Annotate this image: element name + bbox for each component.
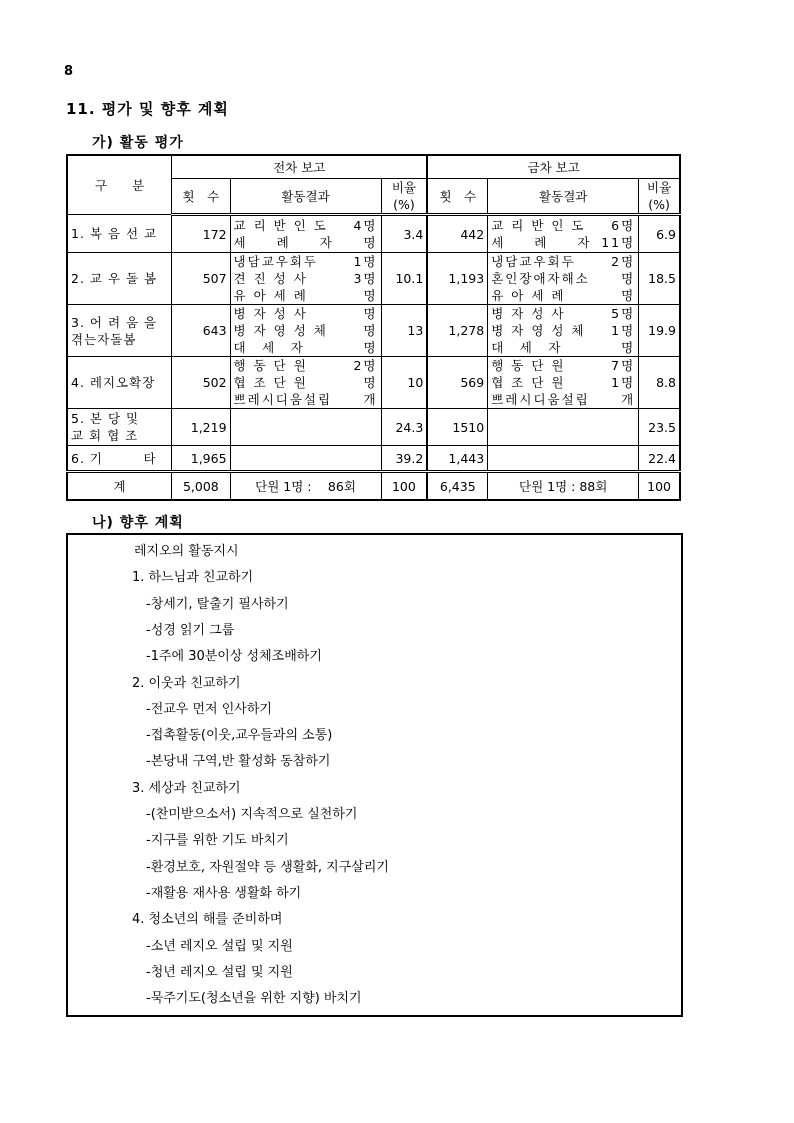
result-label: 행 동 단 원 [233, 358, 308, 373]
result-line [491, 374, 635, 391]
result-label: 세 례 자 [491, 235, 592, 250]
row-curr-count: 1510 [427, 409, 487, 446]
result-count: 명 [363, 288, 378, 303]
plan-category: 4. 청소년의 해를 준비하며 [132, 912, 283, 928]
header-curr-ratio: 비율 (%) [639, 179, 680, 215]
table-row [67, 305, 680, 357]
result-label: 유 아 세 례 [491, 288, 566, 303]
page-number: 8 [64, 64, 74, 79]
row-category-line: 겪는자돌봄 [71, 331, 137, 347]
result-label: 협 조 단 원 [233, 375, 308, 390]
row-category-line: 1. 복 음 선 교 [71, 226, 158, 241]
result-line [234, 217, 378, 234]
row-category [67, 409, 172, 446]
header-curr-result: 활동결과 [488, 179, 639, 215]
row-category [67, 357, 172, 409]
total-curr-result: 단원 1명 : 88회 [488, 472, 639, 501]
result-label: 교 리 반 인 도 [491, 218, 586, 233]
result-label: 병 자 영 성 체 [233, 323, 328, 338]
result-label: 대 세 자 [491, 340, 563, 355]
row-curr-results [488, 446, 639, 472]
row-category-line: 3. 어 려 움 을 [71, 314, 158, 330]
result-count: 명 [621, 340, 636, 355]
row-curr-ratio: 19.9 [639, 305, 680, 357]
result-label: 협 조 단 원 [491, 375, 566, 390]
table-row [67, 446, 680, 472]
future-plan-title: 나) 향후 계획 [92, 515, 184, 531]
result-line [234, 391, 378, 408]
row-category-line: 5. 본 당 및 [71, 411, 140, 426]
result-count: 2명 [611, 254, 636, 269]
result-line [491, 357, 635, 374]
row-curr-count: 442 [427, 215, 487, 253]
row-prev-results [230, 357, 381, 409]
row-prev-results [230, 253, 381, 305]
result-line [234, 253, 378, 270]
total-prev-result: 단원 1명 : 86회 [230, 472, 381, 501]
result-line [491, 305, 635, 322]
plan-category: 3. 세상과 친교하기 [132, 780, 241, 796]
plan-category: 2. 이웃과 친교하기 [132, 675, 241, 691]
header-prev-result: 활동결과 [230, 179, 381, 215]
result-label: 냉담교우회두 [233, 254, 318, 269]
result-line [491, 270, 635, 287]
header-prev-ratio: 비율 (%) [381, 179, 427, 215]
result-label: 냉담교우회두 [491, 254, 576, 269]
row-category-line: 교 회 협 조 [71, 428, 139, 443]
table-row [67, 215, 680, 253]
result-line [234, 339, 378, 356]
result-count: 7명 [611, 358, 636, 373]
result-label: 쁘레시디움설립 [233, 392, 333, 407]
result-line [491, 217, 635, 234]
row-category-line: 2. 교 우 돌 봄 [71, 271, 158, 286]
header-category: 구 분 [67, 155, 172, 215]
future-plan-box [66, 533, 683, 1017]
row-category-line: 4. 레지오확장 [71, 375, 156, 390]
result-count: 2명 [353, 358, 378, 373]
plan-item: -접촉활동(이웃,교우들과의 소통) [146, 728, 333, 744]
total-row [67, 472, 680, 501]
result-line [234, 234, 378, 251]
result-count: 1명 [353, 254, 378, 269]
section-title: 11. 평가 및 향후 계획 [66, 100, 229, 118]
result-count: 11명 [601, 235, 636, 250]
table-row [67, 253, 680, 305]
total-label: 계 [67, 472, 172, 501]
result-count: 명 [363, 375, 378, 390]
result-count: 명 [621, 271, 636, 286]
result-label: 혼인장애자해소 [491, 271, 590, 286]
row-category-line: 6. 기 타 [71, 450, 157, 466]
result-count: 명 [363, 306, 378, 321]
plan-item: -청년 레지오 설립 및 지원 [146, 964, 293, 980]
row-prev-ratio: 24.3 [381, 409, 427, 446]
result-count: 5명 [611, 306, 636, 321]
result-line [234, 305, 378, 322]
result-count: 명 [621, 288, 636, 303]
row-category [67, 215, 172, 253]
result-count: 명 [363, 235, 378, 250]
row-curr-results [488, 253, 639, 305]
plan-item: -소년 레지오 설립 및 지원 [146, 938, 293, 954]
result-line [491, 391, 635, 408]
table-row [67, 357, 680, 409]
activity-eval-title: 가) 활동 평가 [92, 135, 184, 151]
row-curr-count: 1,278 [427, 305, 487, 357]
row-category [67, 253, 172, 305]
row-prev-results [230, 305, 381, 357]
row-curr-ratio: 22.4 [639, 446, 680, 472]
row-prev-count: 1,965 [172, 446, 230, 472]
result-line [234, 374, 378, 391]
result-label: 쁘레시디움설립 [491, 392, 590, 407]
plan-item: -(찬미받으소서) 지속적으로 실천하기 [146, 807, 358, 822]
result-line [234, 270, 378, 287]
row-prev-results [230, 215, 381, 253]
result-count: 1명 [611, 323, 636, 338]
result-count: 명 [363, 323, 378, 338]
row-curr-count: 1,193 [427, 253, 487, 305]
result-label: 병 자 성 사 [491, 306, 566, 321]
result-count: 명 [363, 340, 378, 355]
total-prev-ratio: 100 [381, 472, 427, 501]
result-count: 1명 [611, 375, 636, 390]
plan-item: -창세기, 탈출기 필사하기 [146, 596, 289, 612]
plan-item: -지구를 위한 기도 바치기 [146, 833, 289, 849]
plan-item: -재활용 재사용 생활화 하기 [146, 885, 302, 901]
row-prev-count: 507 [172, 253, 230, 305]
result-line [491, 287, 635, 304]
result-label: 행 동 단 원 [491, 358, 566, 373]
header-prev-report: 전차 보고 [172, 155, 428, 179]
plan-heading: 레지오의 활동지시 [134, 544, 239, 559]
row-curr-results [488, 215, 639, 253]
row-prev-ratio: 10.1 [381, 253, 427, 305]
header-curr-count: 횟 수 [427, 179, 487, 215]
result-line [491, 253, 635, 270]
plan-item: -본당내 구역,반 활성화 동참하기 [146, 754, 331, 770]
result-label: 세 례 자 [233, 235, 334, 250]
result-line [234, 357, 378, 374]
result-label: 견 진 성 사 [233, 271, 308, 286]
row-curr-ratio: 23.5 [639, 409, 680, 446]
total-curr-count: 6,435 [427, 472, 487, 501]
row-prev-count: 1,219 [172, 409, 230, 446]
header-prev-count: 횟 수 [172, 179, 230, 215]
row-category [67, 305, 172, 357]
row-prev-results [230, 446, 381, 472]
result-count: 3명 [353, 271, 378, 286]
activity-eval-table [66, 154, 681, 501]
result-line [234, 322, 378, 339]
header-curr-report: 금차 보고 [427, 155, 680, 179]
result-label: 병 자 영 성 체 [491, 323, 586, 338]
result-line [491, 234, 635, 251]
result-label: 병 자 성 사 [233, 306, 308, 321]
result-line [491, 322, 635, 339]
row-curr-ratio: 6.9 [639, 215, 680, 253]
plan-item: -성경 읽기 그룹 [146, 622, 235, 638]
result-label: 교 리 반 인 도 [233, 218, 328, 233]
row-category [67, 446, 172, 472]
result-count: 개 [621, 392, 636, 407]
row-prev-count: 502 [172, 357, 230, 409]
plan-item: -환경보호, 자원절약 등 생활화, 지구살리기 [146, 859, 389, 875]
total-curr-ratio: 100 [639, 472, 680, 501]
result-label: 유 아 세 례 [233, 288, 308, 303]
result-count: 4명 [353, 218, 378, 233]
row-prev-ratio: 39.2 [381, 446, 427, 472]
table-row [67, 409, 680, 446]
plan-item: -묵주기도(청소년을 위한 지향) 바치기 [146, 991, 362, 1007]
row-curr-ratio: 8.8 [639, 357, 680, 409]
total-prev-count: 5,008 [172, 472, 230, 501]
row-curr-results [488, 357, 639, 409]
row-curr-ratio: 18.5 [639, 253, 680, 305]
row-curr-results [488, 305, 639, 357]
row-prev-results [230, 409, 381, 446]
result-line [234, 287, 378, 304]
plan-item: -전교우 먼저 인사하기 [146, 701, 272, 717]
row-curr-count: 569 [427, 357, 487, 409]
result-count: 개 [363, 392, 378, 407]
row-curr-results [488, 409, 639, 446]
result-line [491, 339, 635, 356]
plan-category: 1. 하느님과 친교하기 [132, 570, 254, 586]
result-count: 6명 [611, 218, 636, 233]
row-prev-ratio: 13 [381, 305, 427, 357]
row-prev-count: 172 [172, 215, 230, 253]
row-prev-ratio: 3.4 [381, 215, 427, 253]
row-curr-count: 1,443 [427, 446, 487, 472]
row-prev-count: 643 [172, 305, 230, 357]
plan-item: -1주에 30분이상 성체조배하기 [146, 649, 322, 665]
row-prev-ratio: 10 [381, 357, 427, 409]
result-label: 대 세 자 [233, 340, 305, 355]
